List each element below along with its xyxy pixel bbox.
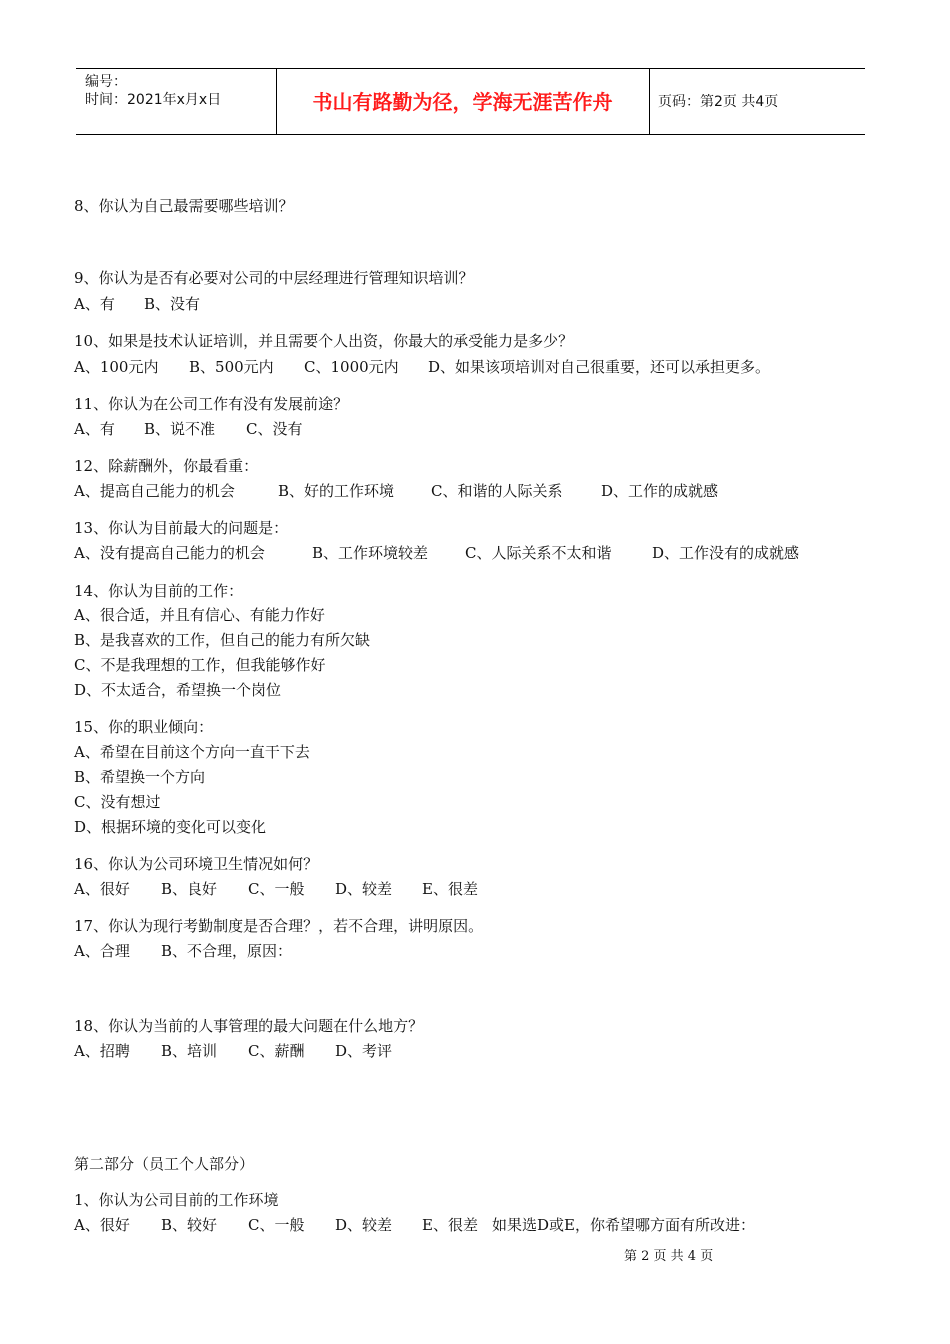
question-16: 16、你认为公司环境卫生情况如何？ [74, 855, 319, 873]
question-18-options [74, 1041, 392, 1061]
part-2-title: 第二部分（员工个人部分） [74, 1155, 255, 1173]
number-label: 编号： [85, 74, 127, 90]
option: B、培训 [161, 1042, 218, 1060]
option: B、工作环境较差 [312, 544, 429, 562]
option: C、没有 [246, 420, 303, 438]
question-15-option-d: D、根据环境的变化可以变化 [74, 818, 267, 836]
option: B、500元内 [189, 358, 274, 376]
question-14-option-b: B、是我喜欢的工作，但自己的能力有所欠缺 [74, 631, 371, 649]
option: B、没有 [144, 295, 201, 313]
page-footer: 第 2 页 共 4 页 [624, 1249, 714, 1264]
option: D、考评 [335, 1042, 393, 1060]
option: A、合理 [74, 942, 130, 960]
option: A、没有提高自己能力的机会 [74, 544, 265, 562]
question-12: 12、除薪酬外，你最看重： [74, 457, 259, 475]
question-14-option-c: C、不是我理想的工作，但我能够作好 [74, 656, 326, 674]
option: C、人际关系不太和谐 [465, 544, 612, 562]
question-10-options [74, 357, 770, 377]
option: C、一般 [248, 1216, 305, 1234]
option: C、和谐的人际关系 [431, 482, 563, 500]
question-15-option-a: A、希望在目前这个方向一直干下去 [74, 743, 310, 761]
option: D、工作的成就感 [601, 482, 719, 500]
header-left-cell [85, 73, 221, 109]
option: A、有 [74, 295, 115, 313]
option: E、很差 [422, 1216, 478, 1234]
option: D、较差 [335, 880, 393, 898]
option: C、1000元内 [304, 358, 399, 376]
question-11-options [74, 419, 302, 439]
option: B、较好 [161, 1216, 218, 1234]
option: D、较差 [335, 1216, 393, 1234]
part-2-question-1: 1、你认为公司目前的工作环境 [74, 1191, 279, 1209]
option: A、有 [74, 420, 115, 438]
question-15-option-c: C、没有想过 [74, 793, 161, 811]
question-17-options [74, 941, 292, 961]
option: A、很好 [74, 880, 130, 898]
option: B、好的工作环境 [278, 482, 395, 500]
question-14-option-a: A、很合适，并且有信心、有能力作好 [74, 606, 325, 624]
option: E、很差 [422, 880, 478, 898]
part-2-question-1-options [74, 1215, 755, 1235]
question-16-options [74, 879, 478, 899]
question-13: 13、你认为目前最大的问题是： [74, 519, 289, 537]
question-8: 8、你认为自己最需要哪些培训？ [74, 197, 294, 215]
question-9: 9、你认为是否有必要对公司的中层经理进行管理知识培训？ [74, 269, 474, 287]
time-label: 时间：2021年x月x日 [85, 92, 222, 108]
option: B、不合理，原因： [161, 942, 293, 960]
option: D、如果该项培训对自己很重要，还可以承担更多。 [428, 358, 771, 376]
question-18: 18、你认为当前的人事管理的最大问题在什么地方？ [74, 1017, 424, 1035]
question-14: 14、你认为目前的工作： [74, 582, 244, 600]
question-14-option-d: D、不太适合，希望换一个岗位 [74, 681, 282, 699]
header-divider [649, 69, 650, 134]
option: B、说不准 [144, 420, 216, 438]
question-15: 15、你的职业倾向： [74, 718, 214, 736]
header-motto: 书山有路勤为径，学海无涯苦作舟 [312, 90, 613, 114]
followup-prompt: 如果选D或E，你希望哪方面有所改进： [492, 1216, 755, 1234]
question-12-options [74, 481, 718, 501]
option: D、工作没有的成就感 [652, 544, 800, 562]
question-13-options [74, 543, 799, 563]
header-page-label: 页码：第2页 共4页 [658, 94, 779, 110]
question-11: 11、你认为在公司工作有没有发展前途？ [74, 395, 349, 413]
question-15-option-b: B、希望换一个方向 [74, 768, 206, 786]
question-9-options [74, 294, 200, 314]
option: B、良好 [161, 880, 218, 898]
option: A、很好 [74, 1216, 130, 1234]
option: A、招聘 [74, 1042, 130, 1060]
option: C、一般 [248, 880, 305, 898]
option: C、薪酬 [248, 1042, 305, 1060]
option: A、100元内 [74, 358, 159, 376]
question-17: 17、你认为现行考勤制度是否合理？，若不合理，讲明原因。 [74, 917, 484, 935]
option: A、提高自己能力的机会 [74, 482, 235, 500]
page-header [76, 68, 865, 135]
question-10: 10、如果是技术认证培训，并且需要个人出资，你最大的承受能力是多少？ [74, 332, 574, 350]
